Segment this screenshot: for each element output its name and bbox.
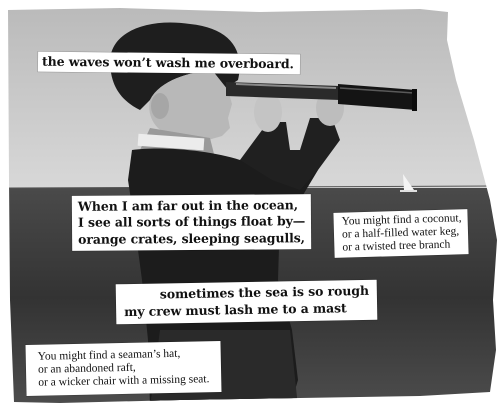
poem-line: You might find a seaman’s hat,: [37, 347, 181, 363]
poem-line: or a wicker chair with a missing seat.: [38, 372, 210, 389]
poem-strip-coconut: [333, 209, 468, 257]
poem-line: You might find a coconut,: [341, 212, 462, 228]
poem-line: sometimes the sea is so rough: [159, 282, 370, 302]
poem-line: When I am far out in the ocean,: [77, 197, 298, 214]
poem-line: I see all sorts of things float by—: [77, 213, 306, 231]
poem-line: or a twisted tree branch: [342, 238, 451, 254]
poem-strip-rough: [116, 280, 378, 324]
poem-line: orange crates, sleeping seagulls,: [78, 229, 305, 247]
poem-line: the waves won’t wash me overboard.: [41, 53, 294, 72]
poem-line: my crew must lash me to a mast: [124, 300, 347, 320]
poem-strip-seaman: [25, 341, 221, 396]
poem-line: or a half-filled water keg,: [341, 225, 460, 241]
poem-strip-waves: [38, 52, 300, 75]
poem-line: or an abandoned raft,: [37, 361, 136, 376]
poem-strip-ocean: [72, 194, 312, 250]
